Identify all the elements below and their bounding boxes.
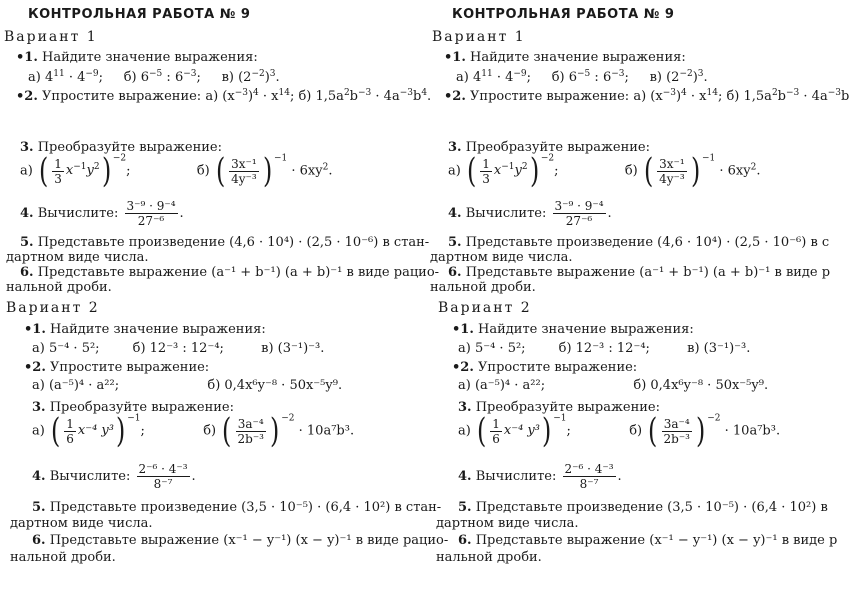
v1-task-3: 3. Преобразуйте выражение: [20, 140, 223, 155]
v2-task-4: 4. Вычислите: $\frac{\text{2⁻⁶ · 4⁻³}}{\text{8⁻⁷}}$ . [458, 462, 622, 491]
v1-task-2: •2. Упростите выражение: а) $(x^{-3})^4 \cdot x^{14}$; б) $1,5a^2b^{-3} \cdot 4a^{-3}b^4$. [16, 88, 432, 104]
v1-task-6-cont: нальной дроби. [430, 280, 536, 295]
v2-task-1-items: а) 5⁻⁴ · 5²; б) 12⁻³ : 12⁻⁴; в) (3⁻¹)⁻³. [458, 341, 751, 356]
v1-task-6: 6. Представьте выражение (a⁻¹ + b⁻¹) (a + b)⁻¹ в виде р [448, 265, 831, 280]
variant-2-heading: Вариант 2 [6, 300, 100, 316]
v2-task-3: 3. Преобразуйте выражение: [458, 400, 661, 415]
v1-task-1: •1. Найдите значение выражения: [16, 50, 258, 65]
variant-1-heading: Вариант 1 [4, 29, 98, 45]
v1-task-3-items: а) ( $\frac{1}{3}$ $x^{-1}y^2$) $^{-2}$; б) ( $\frac{\text{3x⁻¹}}{\text{4y⁻³}}$ ) $^{-1} \cdot 6xy^2$. [20, 151, 333, 191]
v1-task-5: 5. Представьте произведение (4,6 · 10⁴) · (2,5 · 10⁻⁶) в стан- [20, 235, 430, 250]
v2-task-1: •1. Найдите значение выражения: [452, 322, 694, 337]
v2-task-1-items: а) 5⁻⁴ · 5²; б) 12⁻³ : 12⁻⁴; в) (3⁻¹)⁻³. [32, 341, 325, 356]
v2-task-5: 5. Представьте произведение (3,5 · 10⁻⁵) · (6,4 · 10²) в стан- [32, 500, 442, 515]
v1-task-5-cont: дартном виде числа. [6, 250, 149, 265]
v1-task-2: •2. Упростите выражение: а) $(x^{-3})^4 \cdot x^{14}$; б) $1,5a^2b^{-3} \cdot 4a^{-3}b$ [444, 88, 849, 104]
variant-2-heading: Вариант 2 [438, 300, 532, 316]
page-title: КОНТРОЛЬНАЯ РАБОТА № 9 [28, 7, 251, 22]
v2-task-2-items: а) (a⁻⁵)⁴ · a²²; б) 0,4x⁶y⁻⁸ · 50x⁻⁵y⁹. [458, 378, 769, 393]
variant-1-heading: Вариант 1 [432, 29, 526, 45]
v2-task-6-cont: нальной дроби. [10, 550, 116, 565]
v2-task-3-items: а) ( $\frac{1}{6}$ x⁻⁴ y³) $^{-1}$; б) ( $\frac{\text{3a⁻⁴}}{\text{2b⁻³}}$ ) $^{-2}$ · 10a⁷b³. [32, 411, 355, 451]
v2-task-4: 4. Вычислите: $\frac{\text{2⁻⁶ · 4⁻³}}{\text{8⁻⁷}}$ . [32, 462, 196, 491]
v1-task-4: 4. Вычислите: $\frac{\text{3⁻⁹ · 9⁻⁴}}{\text{27⁻⁶}}$ . [448, 199, 612, 228]
v2-task-3: 3. Преобразуйте выражение: [32, 400, 235, 415]
v1-task-1-items: а) $4^{11} \cdot 4^{-9}$; б) $6^{-5}$ : $6^{-3}$; в) $(2^{-2})^3$. [456, 69, 708, 85]
test-page-right [428, 0, 849, 590]
v1-task-4: 4. Вычислите: $\frac{\text{3⁻⁹ · 9⁻⁴}}{\text{27⁻⁶}}$ . [20, 199, 184, 228]
v2-task-2-items: а) (a⁻⁵)⁴ · a²²; б) 0,4x⁶y⁻⁸ · 50x⁻⁵y⁹. [32, 378, 343, 393]
v2-task-6-cont: нальной дроби. [436, 550, 542, 565]
v1-task-5-cont: дартном виде числа. [430, 250, 573, 265]
v1-task-1-items: а) $4^{11} \cdot 4^{-9}$; б) $6^{-5}$ : $6^{-3}$; в) $(2^{-2})^3$. [28, 69, 280, 85]
v2-task-5-cont: дартном виде числа. [10, 516, 153, 531]
v2-task-2: •2. Упростите выражение: [452, 360, 638, 375]
v2-task-2: •2. Упростите выражение: [24, 360, 210, 375]
v1-task-3-items: а) ( $\frac{1}{3}$ $x^{-1}y^2$) $^{-2}$; б) ( $\frac{\text{3x⁻¹}}{\text{4y⁻³}}$ ) $^{-1} \cdot 6xy^2$. [448, 151, 761, 191]
v1-task-3: 3. Преобразуйте выражение: [448, 140, 651, 155]
page-title: КОНТРОЛЬНАЯ РАБОТА № 9 [452, 7, 675, 22]
v2-task-5: 5. Представьте произведение (3,5 · 10⁻⁵) · (6,4 · 10²) в [458, 500, 828, 515]
v2-task-5-cont: дартном виде числа. [436, 516, 579, 531]
v2-task-6: 6. Представьте выражение (x⁻¹ − y⁻¹) (x − y)⁻¹ в виде рацио- [32, 533, 449, 548]
v2-task-1: •1. Найдите значение выражения: [24, 322, 266, 337]
v2-task-6: 6. Представьте выражение (x⁻¹ − y⁻¹) (x − y)⁻¹ в виде р [458, 533, 838, 548]
v2-task-3-items: а) ( $\frac{1}{6}$ x⁻⁴ y³) $^{-1}$; б) ( $\frac{\text{3a⁻⁴}}{\text{2b⁻³}}$ ) $^{-2}$ · 10a⁷b³. [458, 411, 781, 451]
v1-task-5: 5. Представьте произведение (4,6 · 10⁴) · (2,5 · 10⁻⁶) в с [448, 235, 830, 250]
v1-task-6-cont: нальной дроби. [6, 280, 112, 295]
v1-task-1: •1. Найдите значение выражения: [444, 50, 686, 65]
v1-task-6: 6. Представьте выражение (a⁻¹ + b⁻¹) (a + b)⁻¹ в виде рацио- [20, 265, 440, 280]
